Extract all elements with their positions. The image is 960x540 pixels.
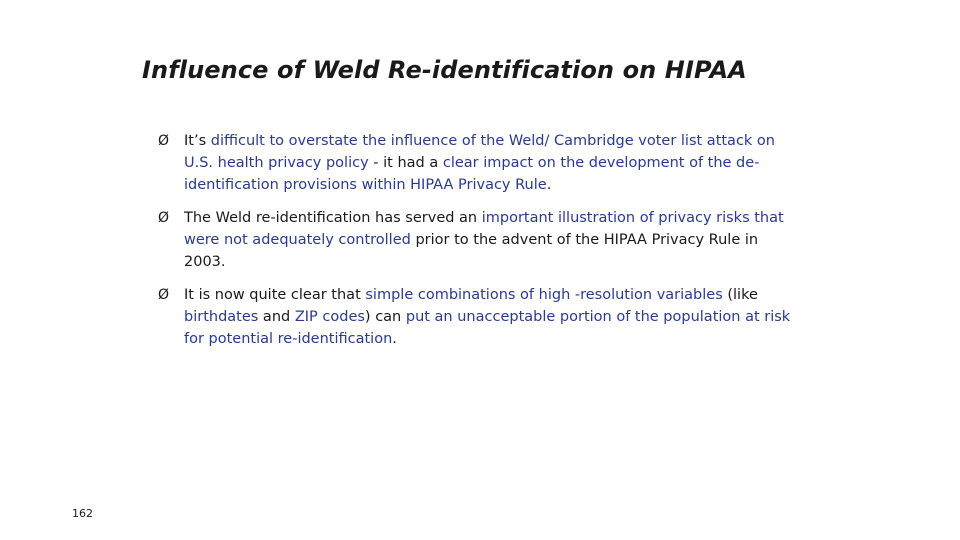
text-segment: The Weld re-identification has served an: [184, 210, 482, 226]
text-segment: (like: [722, 287, 758, 303]
text-segment: .: [392, 331, 397, 347]
highlighted-text-segment: difficult to: [210, 133, 289, 149]
page-number: 162: [72, 507, 93, 520]
bullet-text-1: [184, 133, 775, 193]
text-segment: prior to the advent of the HIPAA Privacy Rule in 2003.: [184, 232, 759, 270]
arrow-bullet-icon: Ø: [158, 210, 170, 226]
bullet-item-3: [158, 284, 798, 350]
text-segment: It is now quite clear that: [184, 287, 366, 303]
bullet-text-2: [184, 210, 784, 270]
arrow-bullet-icon: Ø: [158, 133, 170, 149]
text-segment: ) can: [364, 309, 406, 325]
bullet-item-2: [158, 207, 798, 273]
highlighted-text-segment: put an unacceptable portion of the population at risk for potential re-identification: [184, 309, 791, 347]
highlighted-text-segment: overstate the influence of the Weld/ Cambridge voter list attack on U.S. health privacy policy: [184, 133, 775, 171]
text-segment: .: [546, 177, 552, 193]
bullet-item-1: [158, 130, 798, 196]
bullet-text-3: [184, 287, 790, 347]
highlighted-text-segment: simple combinations of high -resolution variables: [365, 287, 723, 303]
text-segment: It’s: [184, 133, 211, 149]
highlighted-text-segment: clear impact on the development of the de-identification provisions within HIPAA Privacy Rule: [184, 155, 760, 193]
bullet-list: [158, 130, 798, 361]
slide-title: Influence of Weld Re-identification on HIPAA: [142, 56, 747, 84]
highlighted-text-segment: birthdates: [184, 309, 259, 325]
highlighted-text-segment: important illustration of privacy risks that were not adequately controlled: [184, 210, 784, 248]
arrow-bullet-icon: Ø: [158, 287, 170, 303]
highlighted-text-segment: ZIP codes: [294, 309, 365, 325]
text-segment: - it had a: [368, 155, 443, 171]
text-segment: and: [258, 309, 295, 325]
